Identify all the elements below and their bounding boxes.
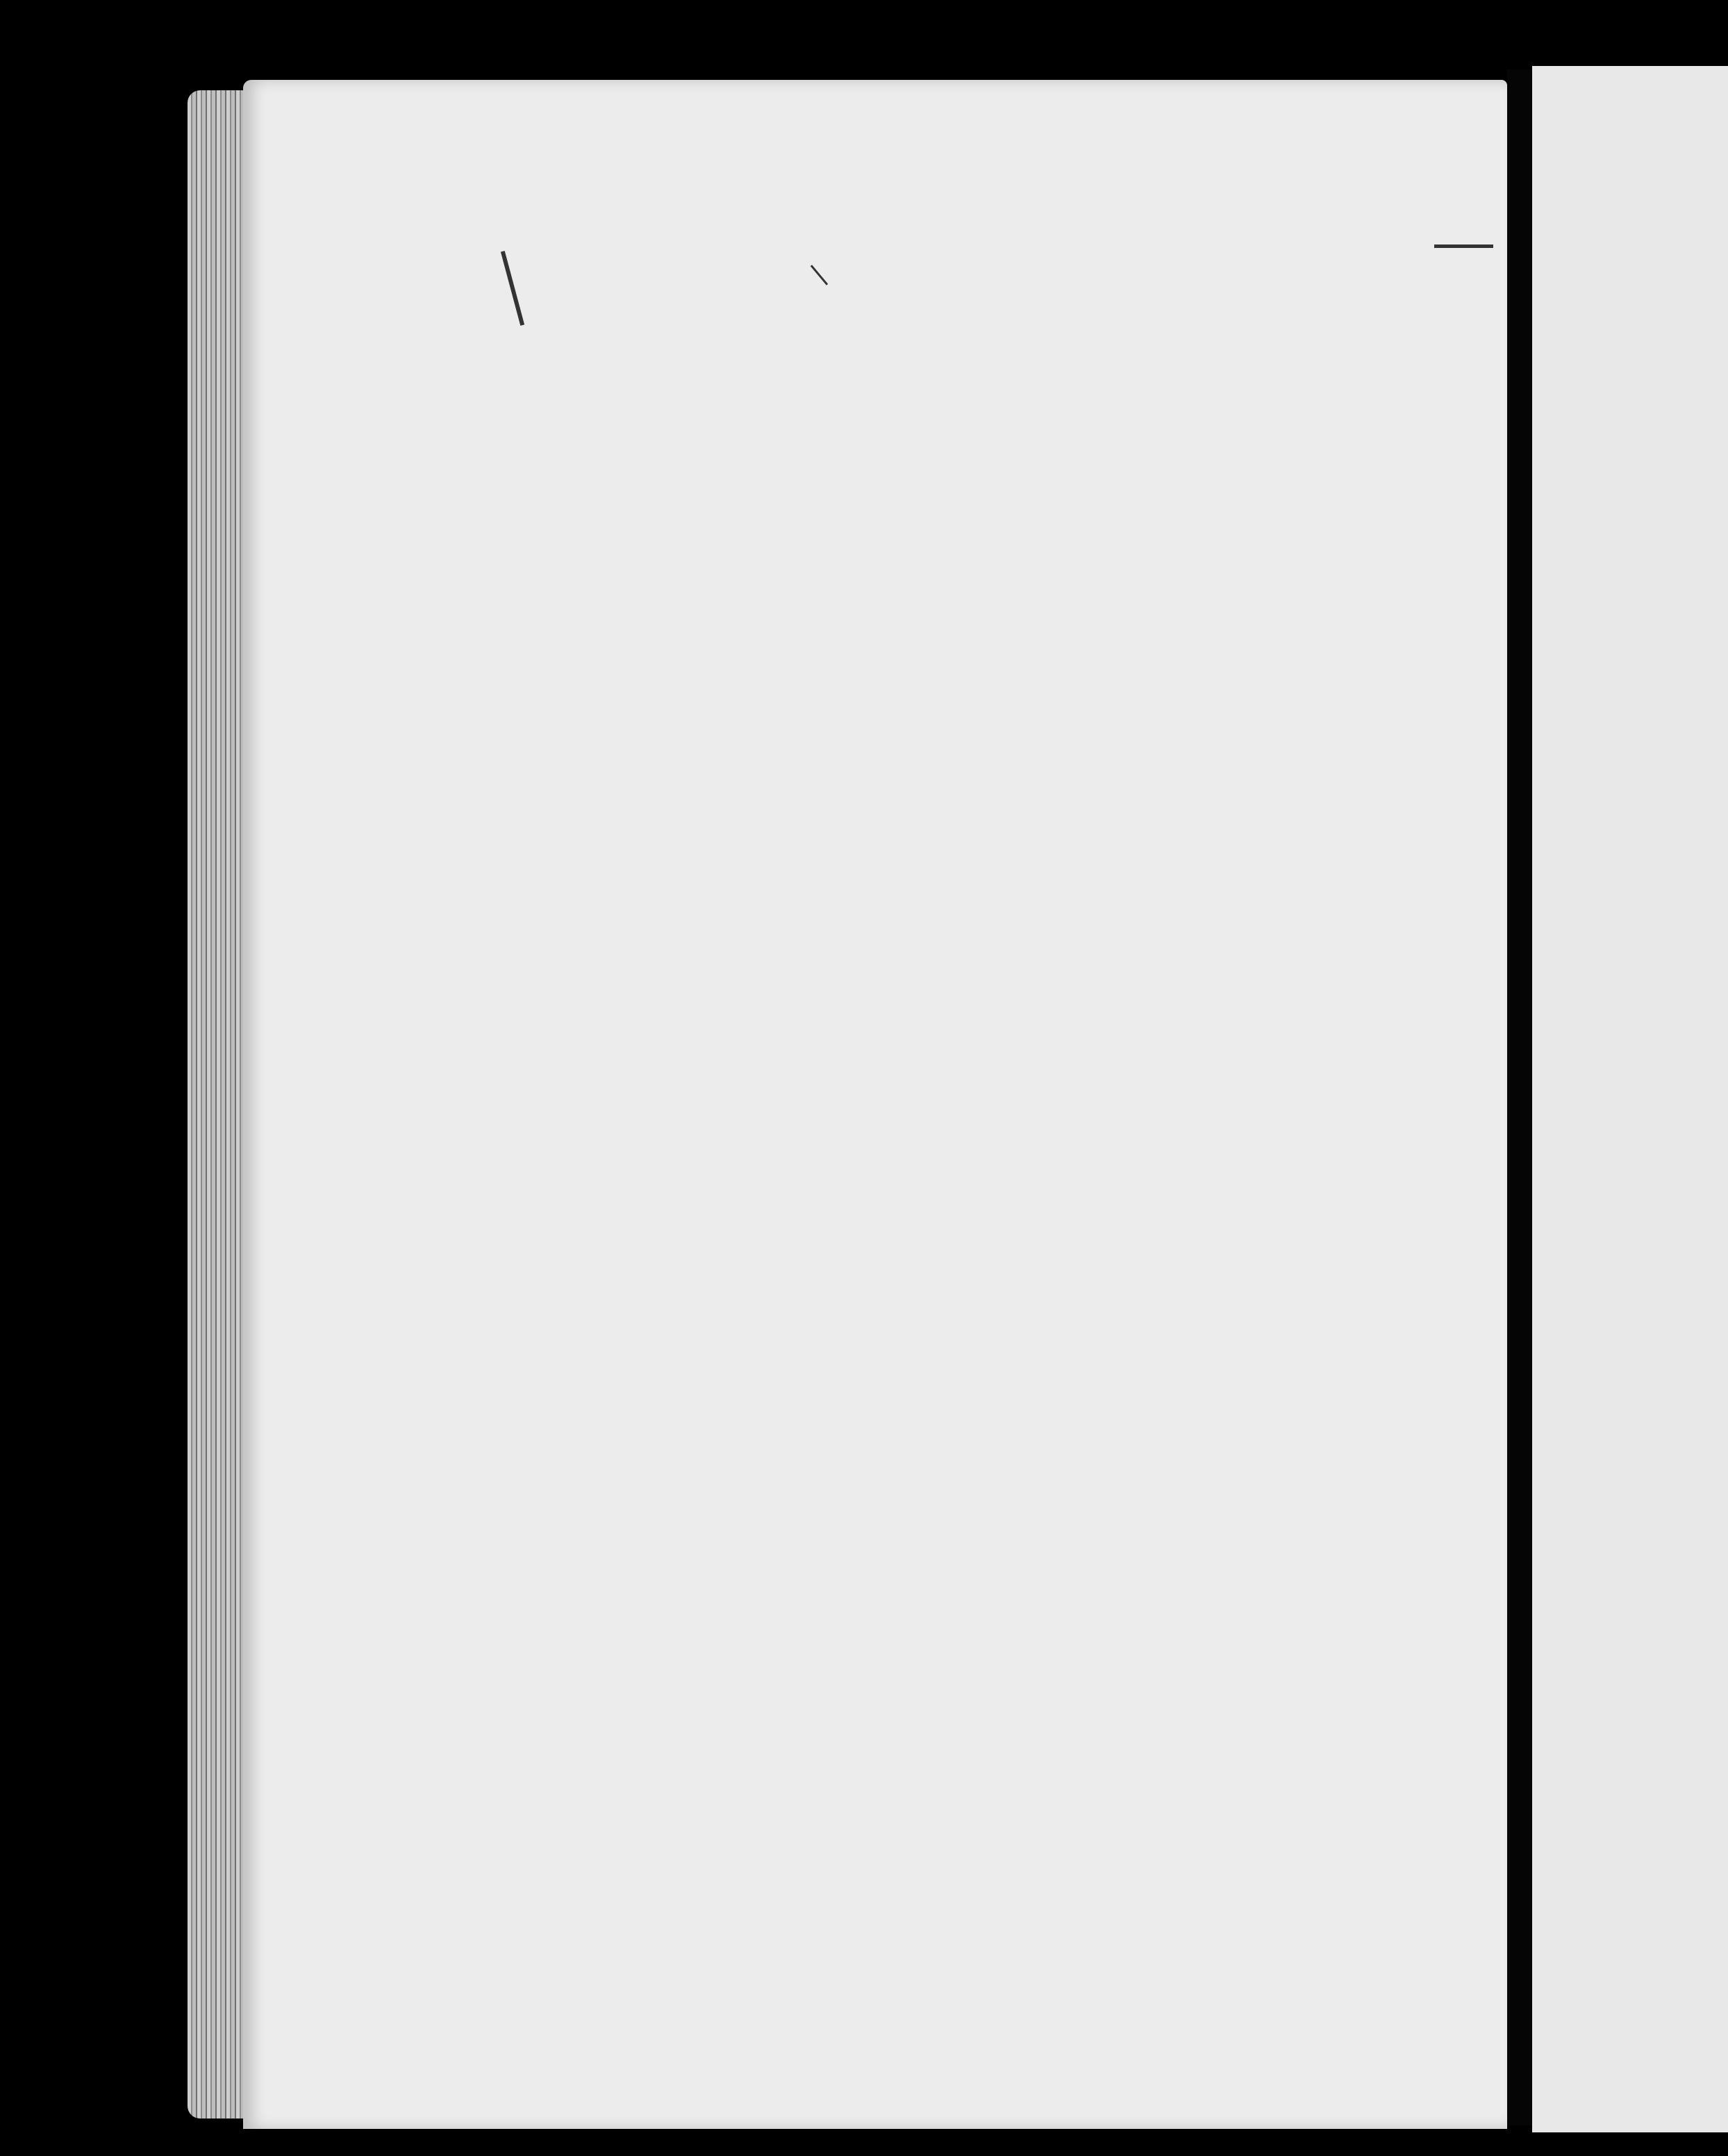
pencil-mark xyxy=(1434,244,1493,248)
right-page xyxy=(1532,66,1728,2132)
left-page xyxy=(243,80,1507,2129)
book-gutter xyxy=(1507,69,1532,2125)
